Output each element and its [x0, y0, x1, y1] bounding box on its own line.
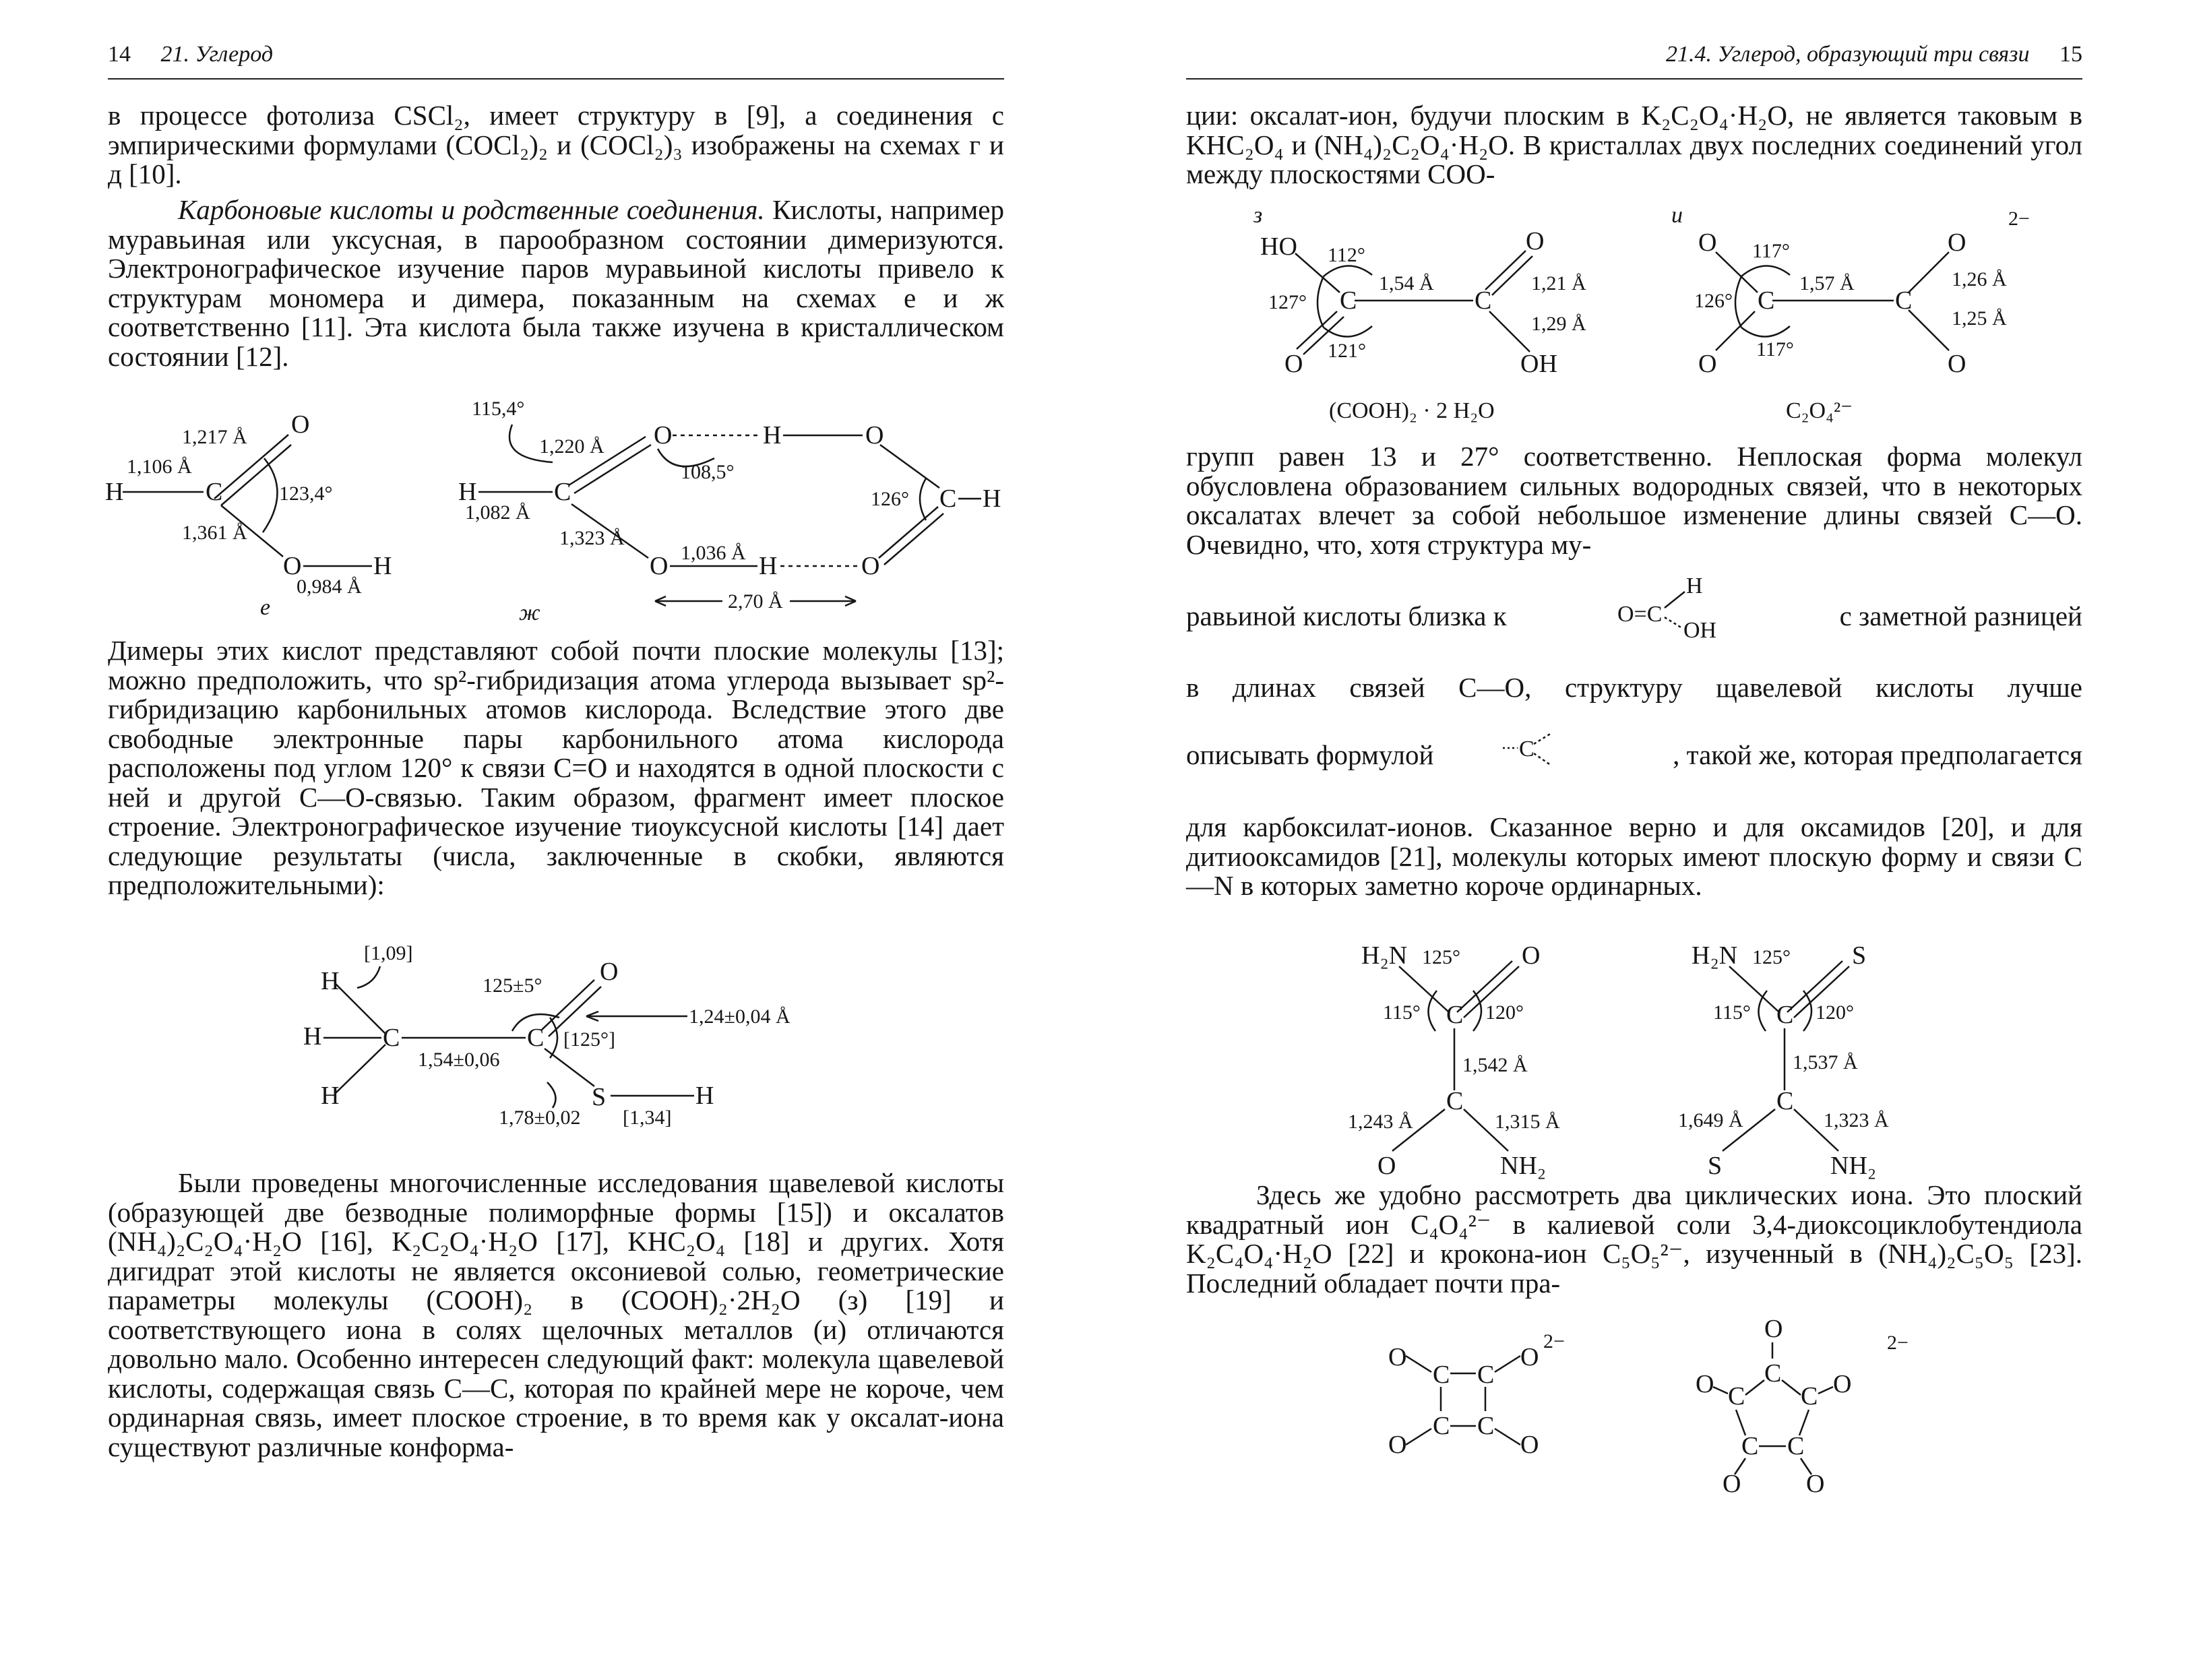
fig-zh-bond-right-1	[880, 445, 939, 488]
fig-i-bond-co1	[1716, 252, 1758, 292]
right-page-number: 15	[2059, 42, 2082, 67]
fig-oxamide-d-cn: 1,315 Å	[1495, 1111, 1560, 1133]
fig-squarate-c2: C	[1477, 1361, 1495, 1389]
inline-formula-carboxylate-o1	[1534, 733, 1551, 744]
fig-squarate-o3: O	[1388, 1431, 1407, 1459]
right-para3-text: для карбоксилат-ионов. Сказанное верно и для оксамидов [20], и для дитиооксамидов [21], молекулы которых имеют плоскую форму и связи C—N в которых заметно короче ординарных.	[1186, 811, 2082, 901]
left-paragraph-2	[108, 195, 1004, 371]
left-paragraph-3	[108, 636, 1004, 900]
fig-i-atom-o1: O	[1698, 228, 1717, 257]
fig-i-d-co2: 1,25 Å	[1952, 307, 2007, 330]
inline-formula-carboxylate-o2	[1534, 753, 1551, 766]
fig-z-angle2: 127°	[1268, 291, 1307, 313]
fig-zh-bond-right-2b	[884, 514, 943, 565]
fig-dithio-angle-top: 125°	[1752, 946, 1791, 968]
fig-oxamide-d-co: 1,243 Å	[1348, 1111, 1413, 1133]
fig-thio-d-ch: [1,09]	[364, 942, 413, 964]
fig-croconate-bond-o3	[1818, 1387, 1833, 1394]
fig-croconate-o3: O	[1833, 1370, 1852, 1398]
figure-oxalic-acid-dihydrate	[1253, 195, 1617, 425]
fig-z-arc2	[1318, 276, 1324, 328]
fig-zh-d-oh: 1,036 Å	[681, 542, 746, 564]
fig-zh-atom-o1: O	[654, 421, 673, 449]
fig-thio-atom-c1: C	[383, 1024, 400, 1052]
fig-croconate-o5: O	[1806, 1470, 1825, 1498]
fig-squarate-bond-o3	[1406, 1429, 1431, 1445]
fig-i-bond-co4	[1909, 310, 1949, 350]
fig-zh-bond-right-2	[879, 507, 938, 558]
fig-i-angle2: 126°	[1694, 290, 1733, 312]
fig-z-angle1: 112°	[1328, 244, 1365, 266]
fig-e-label: е	[260, 595, 271, 620]
fig-croconate-bond-o2	[1713, 1387, 1728, 1394]
fig-oxamide-arc-left	[1428, 991, 1437, 1031]
fig-oxamide-angle-left: 115°	[1383, 1001, 1421, 1024]
fig-squarate-bond-o4	[1495, 1429, 1520, 1445]
left-page-number: 14	[108, 42, 131, 67]
inline-formula-formic-bond-h	[1665, 592, 1685, 608]
fig-z-angle3: 121°	[1328, 340, 1366, 362]
left-para3-text: Димеры этих кислот представляют собой почти плоские молекулы [13]; можно предположить, что sp²-гибридизация атома углерода вызывает sp²-гибридизацию карбонильных атомов кислорода. Вследствие этого две свободные электронные пары карбонильного атома кислорода расположены под углом 120° к связи C=O и находятся в одной плоскости с ней и другой C—O-связью. Таким образом, фрагмент имеет плоское строение. Электронографическое изучение тиоуксусной кислоты [14] дает следующие результаты (числа, заключенные в скобки, являются предположительными):	[108, 635, 1004, 900]
inline-formula-formic	[1617, 573, 1717, 643]
fig-dithio-atom-s1: S	[1852, 941, 1867, 970]
inline-formula-formic-bond-oh	[1665, 617, 1682, 628]
right-paragraph-1	[1186, 101, 2082, 189]
fig-thio-bond-ch1	[336, 984, 385, 1034]
fig-croconate-c5: C	[1787, 1432, 1805, 1460]
fig-croconate-bond-c1c3	[1782, 1380, 1801, 1395]
fig-zh-atom-c-right: C	[939, 485, 957, 513]
fig-thio-angle-brk: [125°]	[563, 1028, 615, 1051]
fig-croconate-c1: C	[1764, 1359, 1782, 1388]
fig-z-atom-o-right: O	[1526, 227, 1545, 255]
fig-thio-atom-h1: H	[321, 967, 340, 995]
fig-z-d-co: 1,21 Å	[1531, 272, 1586, 294]
fig-thio-atom-h2: H	[303, 1022, 322, 1051]
fig-squarate-o1: O	[1388, 1343, 1407, 1371]
fig-zh-d-ch: 1,082 Å	[465, 501, 530, 524]
fig-thio-atom-h4: H	[695, 1082, 714, 1110]
fig-thio-angle: 125±5°	[483, 974, 542, 997]
right-line-a-tail	[1725, 600, 2082, 632]
fig-squarate-c4: C	[1477, 1412, 1495, 1440]
fig-i-atom-c2: C	[1895, 286, 1913, 315]
fig-i-arc2	[1735, 276, 1741, 328]
fig-dithio-atom-h2n: H₂N	[1692, 941, 1738, 970]
left-paragraph-4	[108, 1169, 1004, 1462]
fig-squarate-bond-o1	[1406, 1356, 1431, 1372]
fig-zh-atom-o-right-bottom: O	[861, 552, 880, 580]
fig-i-bond-co2	[1716, 311, 1755, 350]
inline-formula-formic-h: H	[1686, 573, 1703, 598]
figure-croconate-ion	[1685, 1314, 1927, 1496]
fig-zh-angle-hbond: 108,5°	[681, 461, 735, 483]
right-para1-text: ции: оксалат-ион, будучи плоским в K₂C₂O₄·H₂O, не является таковым в KHC₂O₄ и (NH₄)₂C₂O₄·H₂O. В кристаллах двух последних соединений угол между плоскостями COO-	[1186, 100, 2082, 189]
inline-formula-formic-oc: O=C	[1617, 602, 1663, 627]
fig-i-d-cc: 1,57 Å	[1799, 272, 1855, 294]
fig-z-atom-ho: HO	[1260, 232, 1297, 261]
fig-i-angle1: 117°	[1752, 240, 1790, 262]
fig-e-atom-h2: H	[373, 552, 392, 580]
right-line-b-text: в длинах связей C—O, структуру щавелевой кислоты лучше	[1186, 672, 2082, 703]
fig-dithio-atom-c1: C	[1776, 1001, 1794, 1029]
fig-thio-atom-s: S	[592, 1083, 607, 1111]
right-para2-text: групп равен 13 и 27° соответственно. Неплоская форма молекул обусловлена образованием сильных водородных связей, что в некоторых оксалатах влечет за собой небольшое изменение длины связей C—O. Очевидно, что, хотя структура му-	[1186, 441, 2082, 560]
right-line-c-1: описывать формулой	[1186, 739, 1434, 770]
left-para1-text: в процессе фотолиза CSCl₂, имеет структуру в [9], а соединения с эмпирическими формулами (COCl₂)₂ и (COCl₂)₃ изображены на схемах г и д [10].	[108, 100, 1004, 189]
fig-i-label: и	[1671, 203, 1683, 228]
fig-thio-cs-arrow	[547, 1082, 556, 1108]
fig-zh-label: ж	[519, 600, 540, 625]
fig-oxamide-atom-h2n: H₂N	[1361, 941, 1408, 970]
fig-i-caption: C₂O₄²⁻	[1786, 398, 1853, 423]
fig-z-bond-co-right	[1485, 251, 1526, 290]
right-line-a-1: равьиной кислоты близка к	[1186, 600, 1507, 631]
fig-oxamide-atom-c1: C	[1446, 1001, 1464, 1029]
fig-thio-ch-arrow	[357, 966, 380, 988]
fig-thio-atom-h3: H	[321, 1082, 340, 1110]
fig-croconate-c4: C	[1741, 1432, 1759, 1460]
fig-croconate-bond-c2c1	[1745, 1380, 1764, 1395]
fig-zh-angle-right-arc	[920, 478, 926, 520]
figure-oxamide	[1348, 937, 1631, 1179]
fig-dithio-angle-right: 120°	[1816, 1001, 1854, 1024]
fig-croconate-c2: C	[1728, 1382, 1745, 1410]
figure-formic-acid-dimer	[458, 398, 1011, 625]
inline-formula-carboxylate-c: C	[1519, 737, 1534, 761]
fig-oxamide-atom-c2: C	[1446, 1087, 1464, 1115]
fig-zh-atom-h-left: H	[458, 478, 477, 506]
fig-thio-d-cc: 1,54±0,06	[418, 1049, 500, 1071]
fig-oxamide-atom-nh2: NH₂	[1500, 1152, 1547, 1180]
fig-z-atom-c1: C	[1340, 286, 1357, 315]
fig-z-bond-coh	[1489, 311, 1530, 352]
fig-z-label: з	[1253, 203, 1263, 228]
fig-croconate-o4: O	[1723, 1470, 1741, 1498]
fig-squarate-c3: C	[1433, 1412, 1450, 1440]
fig-e-atom-h1: H	[105, 478, 124, 506]
fig-thio-bond-cs	[545, 1049, 594, 1086]
fig-i-charge: 2−	[2008, 208, 2030, 230]
inline-formula-carboxylate	[1489, 721, 1570, 775]
fig-dithio-d-cs: 1,649 Å	[1678, 1109, 1743, 1131]
figure-formic-acid-monomer	[105, 398, 411, 620]
right-para4-text: Здесь же удобно рассмотреть два циклических иона. Это плоский квадратный ион C₄O₄²⁻ в калиевой соли 3,4-диоксоциклобутендиола K₂C₄O₄·H₂O [22] и крокона-ион C₅O₅²⁻, изученный в (NH₄)₂C₅O₅ [23]. Последний обладает почти пра-	[1186, 1179, 2082, 1299]
section-heading-carboxylic: Карбоновые кислоты и родственные соединения.	[178, 194, 765, 225]
fig-thio-atom-o: O	[600, 958, 619, 986]
fig-squarate-charge: 2−	[1543, 1330, 1565, 1352]
fig-thio-angle-brk-arc	[550, 1018, 557, 1058]
right-line-a-2: с заметной разницей	[1839, 600, 2082, 631]
fig-e-atom-o1: O	[291, 410, 310, 439]
fig-i-d-co1: 1,26 Å	[1952, 268, 2007, 290]
right-paragraph-4	[1186, 1181, 2082, 1298]
fig-zh-d-co: 1,220 Å	[539, 435, 604, 458]
fig-dithio-atom-s2: S	[1708, 1152, 1723, 1180]
fig-thio-atom-c2: C	[527, 1024, 545, 1052]
figure-oxalate-ion	[1671, 195, 2049, 425]
left-paragraph-1	[108, 101, 1004, 189]
fig-dithio-arc-left	[1758, 991, 1767, 1031]
fig-i-arc3	[1741, 326, 1790, 337]
fig-e-angle: 123,4°	[279, 483, 333, 505]
fig-croconate-o2: O	[1696, 1370, 1714, 1398]
right-line-c-tail	[1577, 739, 2082, 771]
fig-dithio-atom-c2: C	[1776, 1087, 1794, 1115]
inline-formula-formic-oh: OH	[1683, 618, 1717, 643]
fig-thio-d-co: 1,24±0,04 Å	[689, 1005, 790, 1028]
right-paragraph-2	[1186, 442, 2082, 559]
fig-thio-bond-co	[542, 980, 594, 1030]
fig-thio-d-cs: 1,78±0,02	[499, 1107, 581, 1129]
fig-i-angle3: 117°	[1756, 338, 1794, 361]
fig-croconate-c3: C	[1801, 1382, 1818, 1410]
figure-dithiooxamide	[1678, 937, 1961, 1179]
left-para4-text: Были проведены многочисленные исследования щавелевой кислоты (образующей две безводные полиморфные формы [15]) и оксалатов (NH₄)₂C₂O₄·H₂O [16], K₂C₂O₄·H₂O [17], KHC₂O₄ [18] и других. Хотя дигидрат этой кислоты не является оксониевой солью, геометрические параметры молекулы (COOH)₂ в (COOH)₂·2H₂O (з) [19] и соответствующего иона в солях щелочных металлов (и) отличаются довольно мало. Особенно интересен следующий факт: молекула щавелевой кислоты, содержащая связь C—C, которая по крайней мере не короче, чем ординарная связь, имеет плоское строение, в то время как у оксалат-иона существуют различные конформа-	[108, 1167, 1004, 1462]
fig-zh-angle-right: 126°	[871, 488, 909, 510]
fig-e-atom-c: C	[206, 478, 223, 506]
fig-z-bond-co-right-2	[1492, 256, 1532, 295]
fig-squarate-o4: O	[1520, 1431, 1539, 1459]
fig-squarate-o2: O	[1520, 1343, 1539, 1371]
fig-zh-atom-o-right-top: O	[865, 421, 884, 449]
fig-i-atom-c1: C	[1758, 286, 1775, 315]
fig-zh-atom-h-bottom: H	[759, 552, 778, 580]
left-running-title: 21. Углерод	[160, 42, 274, 67]
figure-thioacetic-acid	[303, 942, 822, 1146]
right-line-c-2: , такой же, которая предполагается	[1673, 739, 2082, 770]
fig-dithio-d-cn: 1,323 Å	[1824, 1109, 1889, 1131]
fig-oxamide-angle-top: 125°	[1422, 946, 1460, 968]
fig-z-arc1	[1324, 266, 1372, 276]
fig-e-d-oh: 0,984 Å	[297, 575, 362, 598]
fig-i-atom-o3: O	[1948, 228, 1966, 257]
fig-z-atom-oh: OH	[1520, 350, 1557, 378]
right-running-title: 21.4. Углерод, образующий три связи	[1666, 42, 2030, 67]
fig-dithio-d-cc: 1,537 Å	[1793, 1051, 1858, 1074]
fig-z-d-cc: 1,54 Å	[1379, 272, 1434, 294]
fig-i-bond-co3	[1909, 252, 1949, 292]
fig-e-d-ch: 1,106 Å	[127, 456, 192, 478]
fig-zh-angle-top: 115,4°	[472, 398, 525, 420]
fig-zh-atom-o-bottom: O	[650, 552, 669, 580]
left-running-header	[108, 42, 1004, 78]
fig-e-atom-o2: O	[283, 552, 302, 580]
fig-z-atom-o-left: O	[1284, 350, 1303, 378]
fig-squarate-c1: C	[1433, 1361, 1450, 1389]
left-para2-text: Кислоты, например муравьиная или уксусная, в парообразном состоянии димеризуются. Электронографическое изучение паров муравьиной кислоты привело к структурам мономера и димера, показанным на схемах е и ж соответственно [11]. Эта кислота была также изучена в кристаллическом состоянии [12].	[108, 194, 1004, 372]
fig-croconate-charge: 2−	[1887, 1332, 1909, 1354]
right-header-rule	[1186, 78, 2082, 80]
fig-e-d-co: 1,217 Å	[182, 426, 247, 448]
fig-zh-d-oo: 2,70 Å	[728, 590, 783, 613]
fig-dithio-angle-left: 115°	[1713, 1001, 1751, 1024]
fig-i-atom-o2: O	[1698, 350, 1717, 378]
right-paragraph-3	[1186, 813, 2082, 901]
fig-i-atom-o4: O	[1948, 350, 1966, 378]
fig-zh-atom-h-top: H	[763, 421, 782, 449]
figure-squarate-ion	[1375, 1321, 1577, 1469]
fig-e-d-c-oh: 1,361 Å	[182, 522, 247, 544]
right-running-header	[1186, 42, 2082, 78]
fig-e-angle-arc	[263, 458, 278, 532]
left-header-rule	[108, 78, 1004, 80]
fig-zh-d-c-oh: 1,323 Å	[559, 527, 625, 549]
fig-oxamide-atom-o1: O	[1522, 941, 1541, 970]
fig-z-caption: (COOH)₂ · 2 H₂O	[1329, 398, 1495, 423]
fig-zh-atom-h-right: H	[983, 485, 1001, 513]
fig-dithio-atom-nh2: NH₂	[1830, 1152, 1877, 1180]
fig-squarate-bond-o2	[1495, 1356, 1520, 1372]
fig-oxamide-atom-o2: O	[1377, 1152, 1396, 1180]
right-line-b	[1186, 671, 2082, 704]
fig-croconate-o1: O	[1764, 1315, 1783, 1343]
fig-zh-atom-c-left: C	[554, 478, 571, 506]
fig-thio-bond-ch3	[336, 1045, 385, 1093]
fig-z-atom-c2: C	[1475, 286, 1492, 315]
fig-oxamide-angle-right: 120°	[1485, 1001, 1524, 1024]
fig-thio-d-sh: [1,34]	[623, 1107, 672, 1129]
fig-oxamide-d-cc: 1,542 Å	[1462, 1054, 1528, 1076]
fig-i-arc1	[1741, 266, 1790, 276]
fig-z-d-coh: 1,29 Å	[1531, 313, 1586, 335]
